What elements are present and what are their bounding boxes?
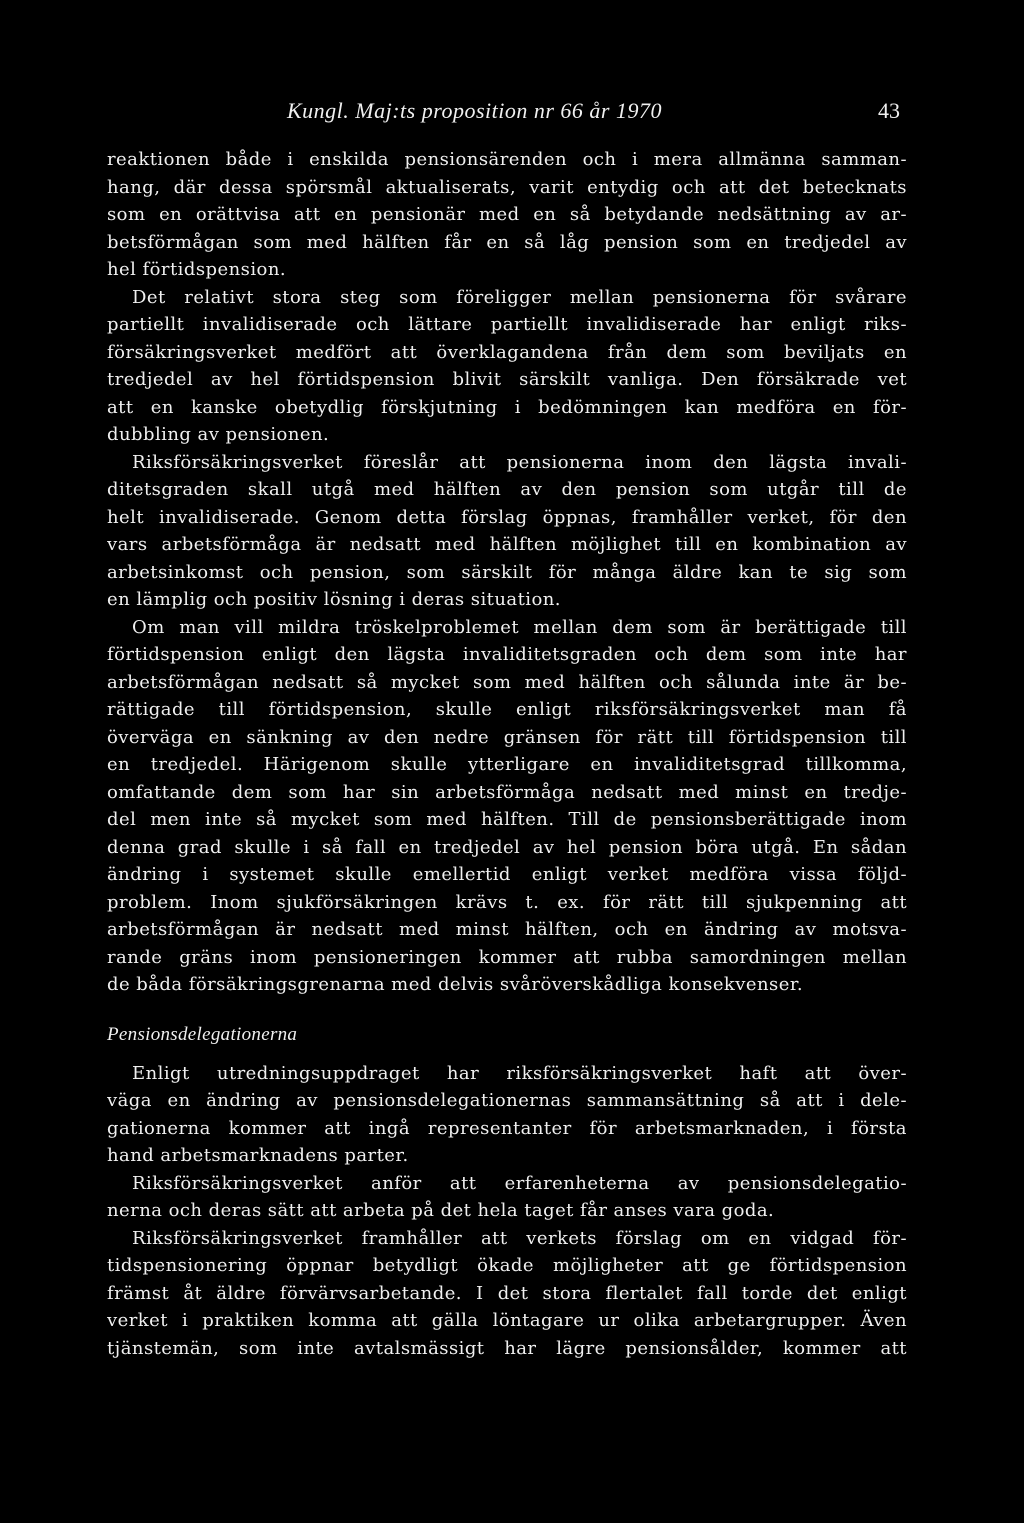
text-line: nerna och deras sätt att arbeta på det hela taget får anses vara goda.: [107, 1200, 775, 1221]
text-line: dubbling av pensionen.: [107, 424, 330, 445]
text-line: gationerna kommer att ingå representanter för arbetsmarknaden, i första: [107, 1117, 907, 1139]
text-line: som en orättvisa att en pensionär med en så betydande nedsättning av ar-: [107, 204, 907, 225]
text-line: tidspensionering öppnar betydligt ökade möjligheter att ge förtidspension: [107, 1255, 907, 1276]
paragraph: [107, 1225, 907, 1363]
running-head-title: Kungl. Maj:ts proposition nr 66 år 1970: [287, 98, 662, 123]
text-line: rande gräns inom pensioneringen kommer att rubba samordningen mellan: [107, 946, 907, 968]
text-line: vars arbetsförmåga är nedsatt med hälften möjlighet till en kombination av: [107, 534, 907, 555]
text-line: ditetsgraden skall utgå med hälften av den pension som utgår till de: [107, 479, 907, 500]
text-line: de båda försäkringsgrenarna med delvis svåröverskådliga konsekvenser.: [107, 974, 804, 995]
text-line: helt invalidiserade. Genom detta förslag öppnas, framhåller verket, för den: [107, 506, 907, 528]
text-line: att en kanske obetydlig förskjutning i bedömningen kan medföra en för-: [107, 396, 907, 418]
text-line: främst åt äldre förvärvsarbetande. I det stora flertalet fall torde det enligt: [107, 1282, 907, 1304]
text-line: förtidspension enligt den lägsta invaliditetsgraden och dem som inte har: [107, 644, 907, 665]
text-line: denna grad skulle i så fall en tredjedel av hel pension böra utgå. En sådan: [107, 836, 907, 858]
paragraph: [107, 449, 907, 614]
text-line: en tredjedel. Härigenom skulle ytterligare en invaliditetsgrad tillkomma,: [107, 754, 907, 775]
paragraph: [107, 146, 907, 284]
text-line: Riksförsäkringsverket anför att erfarenheterna av pensionsdelegatio-: [132, 1172, 907, 1194]
text-line: reaktionen både i enskilda pensionsärenden och i mera allmänna samman-: [107, 149, 907, 170]
running-head: [0, 98, 1024, 128]
text-line: del men inte så mycket som med hälften. Till de pensionsberättigade inom: [107, 809, 907, 830]
text-line: väga en ändring av pensionsdelegationernas sammansättning så att i dele-: [107, 1090, 907, 1111]
paragraph: [107, 284, 907, 449]
text-line: överväga en sänkning av den nedre gränsen för rätt till förtidspension till: [107, 726, 907, 748]
paragraph: [107, 614, 907, 999]
text-line: Om man vill mildra tröskelproblemet mellan dem som är berättigade till: [132, 616, 907, 638]
section-heading: Pensionsdelegationerna: [107, 1023, 298, 1045]
text-line: hand arbetsmarknadens parter.: [107, 1145, 409, 1166]
text-line: verket i praktiken komma att gälla löntagare ur olika arbetargrupper. Även: [107, 1310, 907, 1331]
paragraph: [107, 1170, 907, 1225]
text-line: tredjedel av hel förtidspension blivit särskilt vanliga. Den försäkrade vet: [107, 369, 907, 390]
text-line: tjänstemän, som inte avtalsmässigt har lägre pensionsålder, kommer att: [107, 1337, 907, 1359]
text-line: ändring i systemet skulle emellertid enligt verket medföra vissa följd-: [107, 864, 907, 885]
text-line: arbetsförmågan är nedsatt med minst hälften, och en ändring av motsva-: [107, 919, 907, 940]
text-line: hel förtidspension.: [107, 259, 287, 280]
text-line: en lämplig och positiv lösning i deras situation.: [107, 589, 561, 610]
text-line: rättigade till förtidspension, skulle enligt riksförsäkringsverket man få: [107, 699, 907, 720]
text-line: Enligt utredningsuppdraget har riksförsäkringsverket haft att över-: [132, 1062, 907, 1084]
text-line: arbetsförmågan nedsatt så mycket som med hälften och sålunda inte är be-: [107, 671, 907, 693]
body-text: [107, 146, 907, 1362]
paragraph: [107, 1060, 907, 1170]
text-line: Riksförsäkringsverket framhåller att verkets förslag om en vidgad för-: [132, 1227, 907, 1249]
text-line: Riksförsäkringsverket föreslår att pensionerna inom den lägsta invali-: [132, 451, 907, 473]
text-line: hang, där dessa spörsmål aktualiserats, varit entydig och att det betecknats: [107, 176, 907, 198]
text-line: partiellt invalidiserade och lättare partiellt invalidiserade har enligt riks-: [107, 314, 907, 335]
text-line: problem. Inom sjukförsäkringen krävs t. ex. för rätt till sjukpenning att: [107, 891, 907, 913]
text-line: försäkringsverket medfört att överklagandena från dem som beviljats en: [107, 341, 907, 363]
text-line: Det relativt stora steg som föreligger mellan pensionerna för svårare: [132, 286, 907, 308]
text-line: betsförmågan som med hälften får en så låg pension som en tredjedel av: [107, 231, 907, 253]
text-line: arbetsinkomst och pension, som särskilt för många äldre kan te sig som: [107, 561, 907, 583]
text-line: omfattande dem som har sin arbetsförmåga nedsatt med minst en tredje-: [107, 781, 907, 803]
page-number: 43: [878, 98, 900, 123]
